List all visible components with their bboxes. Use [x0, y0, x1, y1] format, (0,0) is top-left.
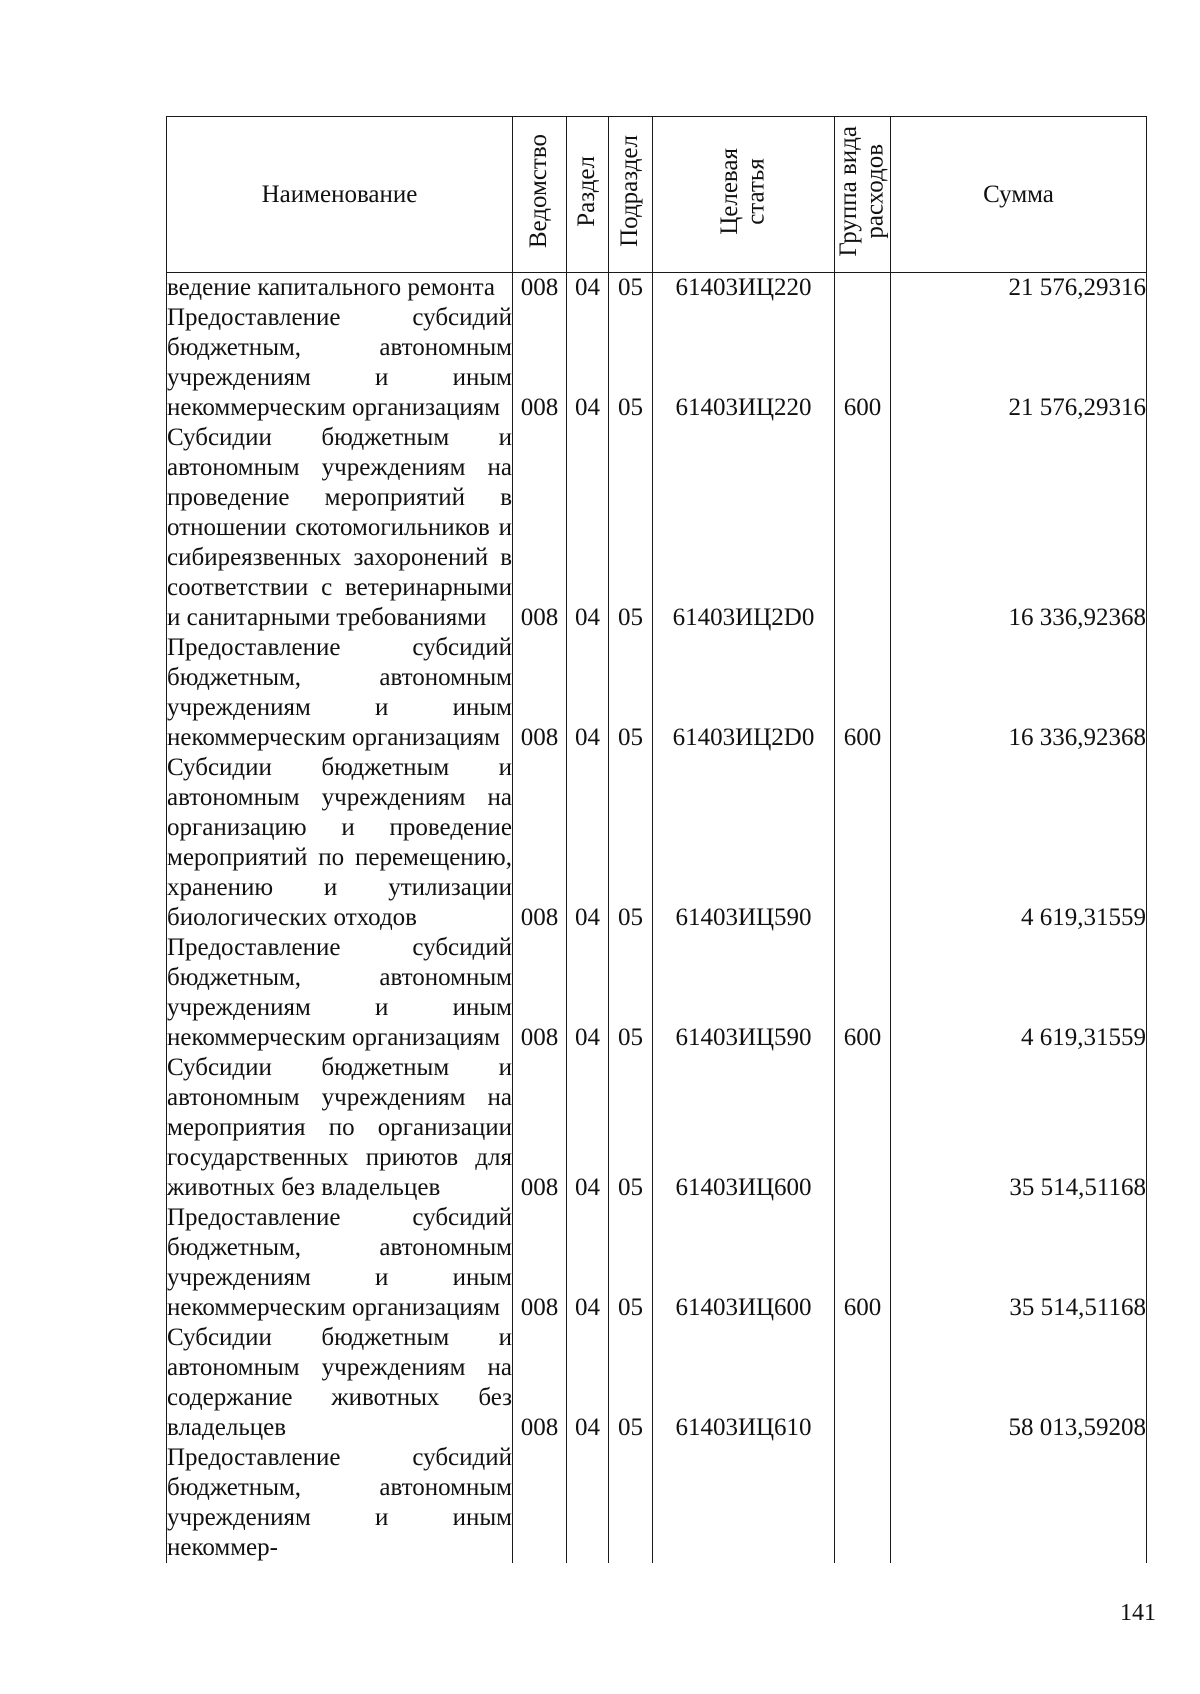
row-target: 61403ИЦ590: [653, 933, 835, 1053]
header-name: [167, 117, 513, 273]
header-target-label: [717, 148, 770, 235]
row-section: 04: [567, 303, 609, 423]
header-group-line1: Группа вида: [835, 125, 863, 257]
header-subsection: [609, 117, 653, 273]
row-target: 61403ИЦ2D0: [653, 633, 835, 753]
row-sum: 58 013,59208: [891, 1323, 1147, 1443]
header-group-line2: расходов: [861, 143, 889, 239]
header-department: [513, 117, 567, 273]
header-section: [567, 117, 609, 273]
row-target: 61403ИЦ600: [653, 1203, 835, 1323]
row-subsection: 05: [609, 423, 653, 633]
row-section: 04: [567, 273, 609, 304]
row-name: Предоставление субсидий бюджетным, автономным учреждениям и иным некоммерческим организациям: [167, 634, 512, 751]
row-sum: 16 336,92368: [891, 633, 1147, 753]
row-sum: 21 576,29316: [891, 303, 1147, 423]
row-subsection: 05: [609, 1323, 653, 1443]
row-subsection: 05: [609, 753, 653, 933]
row-department: 008: [513, 753, 567, 933]
table-header-row: [167, 117, 1147, 273]
header-name-label: Наименование: [261, 180, 418, 208]
header-target: [653, 117, 835, 273]
row-target: 61403ИЦ2D0: [653, 423, 835, 633]
row-department: 008: [513, 633, 567, 753]
row-subsection: 05: [609, 1203, 653, 1323]
page-number: 141: [1120, 1600, 1156, 1626]
header-section-label: Раздел: [573, 155, 601, 227]
header-sum-label: Сумма: [983, 180, 1054, 208]
row-name: Предоставление субсидий бюджетным, автономным учреждениям и иным некоммерческим организациям: [167, 304, 512, 421]
row-sum: 4 619,31559: [891, 753, 1147, 933]
table-body: [167, 273, 1147, 1564]
row-name: Субсидии бюджетным и автономным учреждениям на содержание животных без владельцев: [167, 1324, 512, 1441]
header-target-line1: Целевая: [716, 147, 744, 235]
table-row: [167, 1443, 1147, 1563]
row-target: 61403ИЦ610: [653, 1323, 835, 1443]
row-department: 008: [513, 423, 567, 633]
row-sum: 4 619,31559: [891, 933, 1147, 1053]
row-group: [835, 1443, 891, 1563]
row-subsection: 05: [609, 1053, 653, 1203]
budget-table: [166, 116, 1147, 1563]
row-group: [835, 273, 891, 304]
row-subsection: 05: [609, 633, 653, 753]
row-target: [653, 1443, 835, 1563]
row-subsection: 05: [609, 303, 653, 423]
table-row: [167, 633, 1147, 753]
row-name: Субсидии бюджетным и автономным учреждениям на проведение мероприятий в отношении скотомогильников и сибиреязвенных захоронений в соответствии с ветеринарными и санитарными требованиями: [167, 424, 512, 631]
header-sum: [891, 117, 1147, 273]
row-group: 600: [835, 933, 891, 1053]
row-sum: 35 514,51168: [891, 1203, 1147, 1323]
table-row: [167, 753, 1147, 933]
row-department: 008: [513, 1053, 567, 1203]
row-group: 600: [835, 303, 891, 423]
row-sum: 35 514,51168: [891, 1053, 1147, 1203]
header-department-label: Ведомство: [525, 133, 553, 249]
row-sum: 21 576,29316: [891, 273, 1147, 304]
row-department: 008: [513, 1323, 567, 1443]
header-subsection-label: Подраздел: [616, 135, 644, 247]
row-department: 008: [513, 303, 567, 423]
table-row: [167, 1323, 1147, 1443]
row-group: 600: [835, 1203, 891, 1323]
row-group: 600: [835, 633, 891, 753]
table-row: [167, 423, 1147, 633]
row-section: 04: [567, 1323, 609, 1443]
header-group: [835, 117, 891, 273]
row-name: Предоставление субсидий бюджетным, автономным учреждениям и иным некоммерческим организациям: [167, 934, 512, 1051]
row-name: Предоставление субсидий бюджетным, автономным учреждениям и иным некоммер-: [167, 1444, 512, 1561]
row-subsection: 05: [609, 933, 653, 1053]
row-group: [835, 423, 891, 633]
row-sum: 16 336,92368: [891, 423, 1147, 633]
row-group: [835, 1053, 891, 1203]
row-section: 04: [567, 1203, 609, 1323]
table-row: [167, 933, 1147, 1053]
row-section: 04: [567, 423, 609, 633]
table-row: [167, 1053, 1147, 1203]
row-subsection: 05: [609, 273, 653, 304]
row-department: 008: [513, 1203, 567, 1323]
row-name: Субсидии бюджетным и автономным учреждениям на мероприятия по организации государственных приютов для животных без владельцев: [167, 1054, 512, 1201]
row-target: 61403ИЦ220: [653, 273, 835, 304]
table-row: [167, 1203, 1147, 1323]
row-target: 61403ИЦ220: [653, 303, 835, 423]
row-target: 61403ИЦ600: [653, 1053, 835, 1203]
header-target-line2: статья: [742, 157, 770, 225]
row-department: 008: [513, 273, 567, 304]
row-name: Предоставление субсидий бюджетным, автономным учреждениям и иным некоммерческим организациям: [167, 1204, 512, 1321]
row-department: 008: [513, 933, 567, 1053]
header-group-label: [836, 126, 889, 257]
row-name: ведение капитального ремонта: [167, 273, 513, 304]
row-group: [835, 1323, 891, 1443]
row-section: 04: [567, 633, 609, 753]
row-section: 04: [567, 933, 609, 1053]
row-section: 04: [567, 1053, 609, 1203]
table-row: [167, 303, 1147, 423]
row-name: Субсидии бюджетным и автономным учреждениям на организацию и проведение мероприятий по перемещению, хранению и утилизации биологических отходов: [167, 754, 512, 931]
row-department: [513, 1443, 567, 1563]
row-subsection: [609, 1443, 653, 1563]
row-target: 61403ИЦ590: [653, 753, 835, 933]
table-row: [167, 273, 1147, 304]
row-group: [835, 753, 891, 933]
row-sum: [891, 1443, 1147, 1563]
row-section: 04: [567, 753, 609, 933]
row-section: [567, 1443, 609, 1563]
